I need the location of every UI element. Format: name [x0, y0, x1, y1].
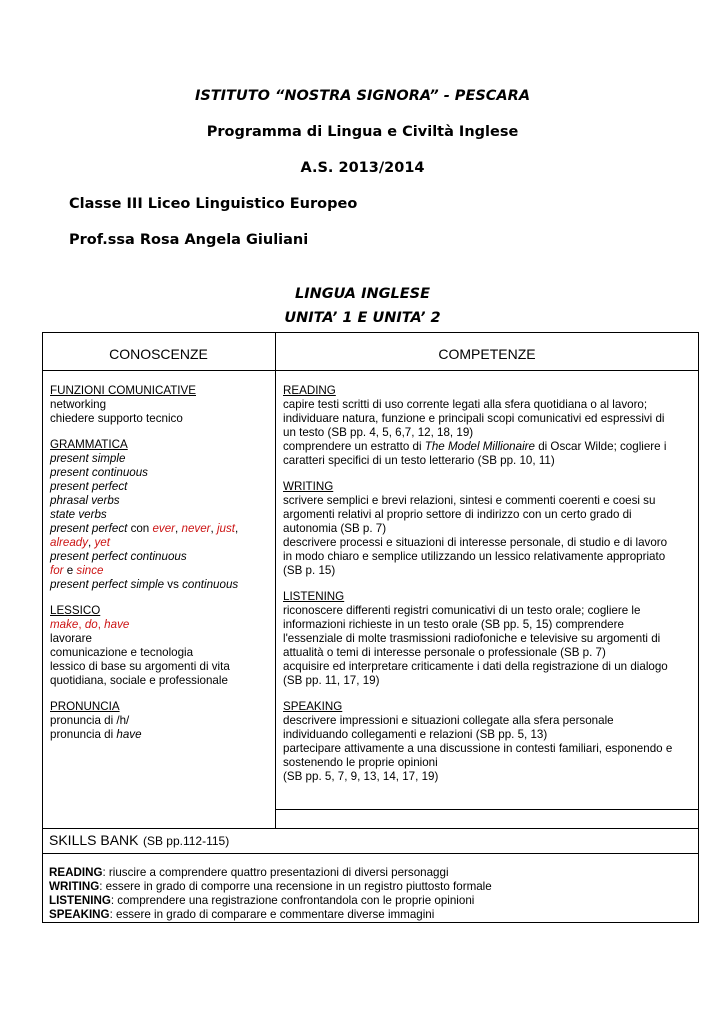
skills-row-divider: [42, 828, 699, 829]
column-header-conoscenze: CONOSCENZE: [109, 346, 208, 362]
program-title: Programma di Lingua e Civiltà Inglese: [206, 124, 519, 140]
text-line: un testo (SB pp. 4, 5, 6,7, 12, 18, 19): [283, 426, 474, 439]
skills-row-reading: READING: riuscire a comprendere quattro presentazioni di diversi personaggi: [49, 866, 449, 879]
list-item: phrasal verbs: [50, 494, 120, 507]
list-item: pronuncia di have: [50, 728, 142, 741]
speaking-heading: SPEAKING: [283, 700, 343, 713]
text-line: riconoscere differenti registri comunicativi di un testo orale; cogliere le: [283, 604, 641, 617]
text-line: comprendere un estratto di The Model Millionaire di Oscar Wilde; cogliere i: [283, 440, 667, 453]
school-year: A.S. 2013/2014: [300, 160, 425, 176]
skills-body-divider: [42, 853, 699, 854]
list-item: state verbs: [50, 508, 107, 521]
column-header-competenze: COMPETENZE: [438, 346, 536, 362]
text-line: (SB p. 15): [283, 564, 336, 577]
skills-row-writing: WRITING: essere in grado di comporre una recensione in un registro piuttosto formale: [49, 880, 492, 893]
list-item: chiedere supporto tecnico: [50, 412, 183, 425]
funzioni-heading: FUNZIONI COMUNICATIVE: [50, 384, 196, 397]
text-line: acquisire ed interpretare criticamente i dati della registrazione di un dialogo: [283, 660, 668, 673]
grammatica-heading: GRAMMATICA: [50, 438, 128, 451]
text-line: informazioni richieste in un testo orale (SB pp. 5, 15) comprendere: [283, 618, 624, 631]
text-line: capire testi scritti di uso corrente legati alla sfera quotidiana o al lavoro;: [283, 398, 648, 411]
competenze-column: [283, 384, 672, 784]
text-line: descrivere impressioni e situazioni collegate alla sfera personale: [283, 714, 614, 727]
spacer-row-divider: [275, 809, 699, 810]
writing-heading: WRITING: [283, 480, 334, 493]
skills-bank-title: SKILLS BANK (SB pp.112-115): [49, 832, 230, 848]
subject-title: LINGUA INGLESE: [295, 286, 430, 302]
list-item: pronuncia di /h/: [50, 714, 130, 727]
text-line: in modo chiaro e semplice utilizzando un lessico relativamente appropriato: [283, 550, 666, 563]
reading-heading: READING: [283, 384, 336, 397]
list-item: present perfect continuous: [50, 550, 187, 563]
text-line: scrivere semplici e brevi relazioni, sintesi e commenti coerenti e coesi su: [283, 494, 656, 507]
list-item: present perfect: [50, 480, 128, 493]
skills-row-speaking: SPEAKING: essere in grado di comparare e commentare diverse immagini: [49, 908, 435, 921]
list-item: lessico di base su argomenti di vita: [50, 660, 230, 673]
text-line: descrivere processi e situazioni di interesse personale, di studio e di lavoro: [283, 536, 668, 549]
list-item: quotidiana, sociale e professionale: [50, 674, 228, 687]
conoscenze-column: [50, 384, 238, 742]
text-line: (SB pp. 5, 7, 9, 13, 14, 17, 19): [283, 770, 439, 783]
teacher-name: Prof.ssa Rosa Angela Giuliani: [69, 232, 309, 248]
header-row-divider: [42, 370, 699, 371]
text-line: attualità o temi di interesse personale o professionale (SB p. 7): [283, 646, 606, 659]
text-line: individuare natura, funzione e principali scopi comunicativi ed espressivi di: [283, 412, 665, 425]
text-line: (SB pp. 11, 17, 19): [283, 674, 380, 687]
list-item: lavorare: [50, 632, 92, 645]
list-item: present simple: [50, 452, 126, 465]
school-title: ISTITUTO “NOSTRA SIGNORA” - PESCARA: [194, 88, 531, 104]
list-item-adverbs-cont: already, yet: [50, 536, 110, 549]
pronuncia-heading: PRONUNCIA: [50, 700, 120, 713]
list-item-present-perfect-adverbs: present perfect con ever, never, just,: [50, 522, 239, 535]
skills-row-listening: LISTENING: comprendere una registrazione confrontandola con le proprie opinioni: [49, 894, 475, 907]
skills-bank-list: [49, 866, 492, 922]
class-name: Classe III Liceo Linguistico Europeo: [69, 196, 358, 212]
text-line: autonomia (SB p. 7): [283, 522, 387, 535]
lessico-heading: LESSICO: [50, 604, 101, 617]
list-item: present continuous: [50, 466, 148, 479]
list-item-simple-vs-continuous: present perfect simple vs continuous: [50, 578, 239, 591]
units-title: UNITA’ 1 E UNITA’ 2: [284, 310, 441, 326]
list-item-make-do-have: make, do, have: [50, 618, 130, 631]
text-line: l'essenziale di molte trasmissioni radiofoniche e televisive su argomenti di: [283, 632, 661, 645]
text-line: partecipare attivamente a una discussione in contesti familiari, esponendo e: [283, 742, 673, 755]
list-item: networking: [50, 398, 107, 411]
text-line: argomenti relativi al proprio settore di indirizzo con un certo grado di: [283, 508, 632, 521]
text-line: individuando collegamenti e relazioni (SB pp. 5, 13): [283, 728, 548, 741]
text-line: sostenendo le proprie opinioni: [283, 756, 438, 769]
list-item-for-since: for e since: [50, 564, 104, 577]
column-divider: [275, 332, 276, 828]
listening-heading: LISTENING: [283, 590, 345, 603]
text-line: caratteri specifici di un testo letterario (SB pp. 10, 11): [283, 454, 555, 467]
list-item: comunicazione e tecnologia: [50, 646, 194, 659]
